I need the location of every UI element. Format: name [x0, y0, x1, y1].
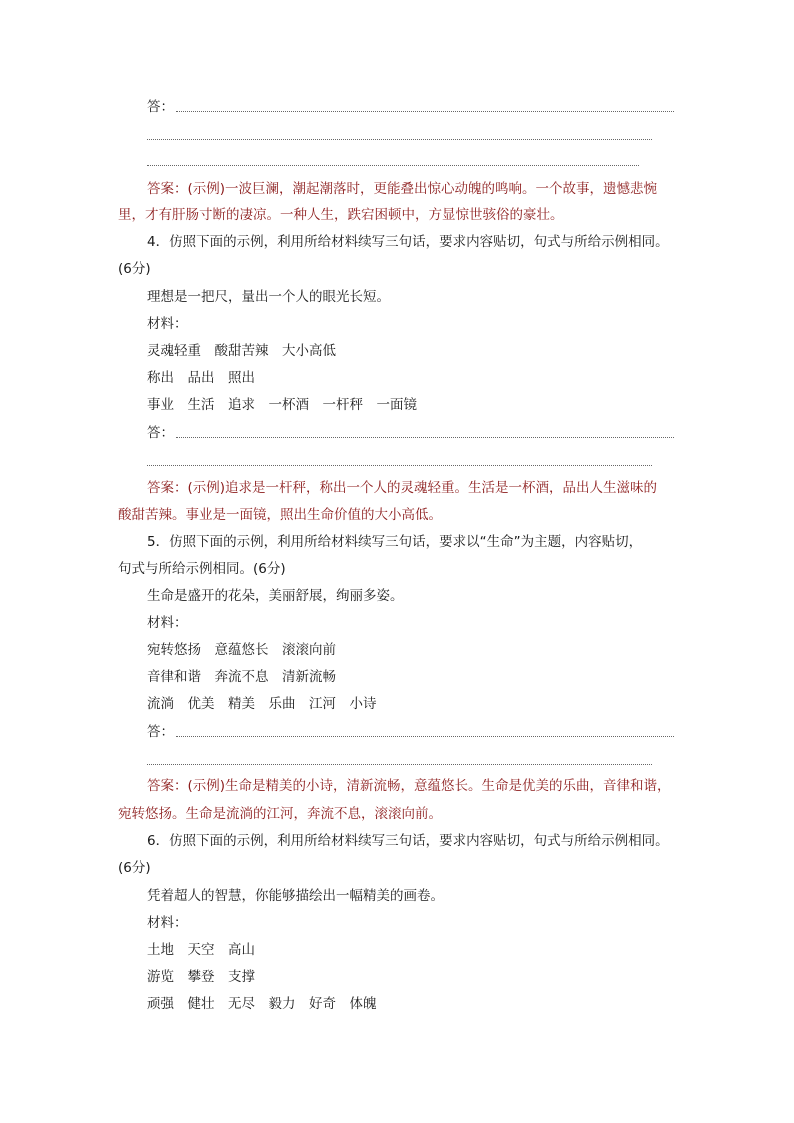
- material-line: 事业 生活 追求 一杯酒 一杆秤 一面镜: [147, 397, 417, 413]
- material-line: 游览 攀登 支撑: [147, 969, 255, 985]
- answer-rule: [176, 111, 674, 112]
- material-line: 音律和谐 奔流不息 清新流畅: [147, 669, 336, 685]
- material-label: 材料：: [147, 316, 188, 332]
- answer-text: 里，才有肝肠寸断的凄凉。一种人生，跌宕困顿中，方显惊世骇俗的豪壮。: [118, 207, 564, 223]
- question-prompt: 4．仿照下面的示例，利用所给材料续写三句话，要求内容贴切，句式与所给示例相同。: [147, 234, 669, 250]
- answer-text: 宛转悠扬。生命是流淌的江河，奔流不息，滚滚向前。: [118, 806, 442, 822]
- example-sentence: 生命是盛开的花朵，美丽舒展，绚丽多姿。: [147, 588, 404, 604]
- answer-text: 答案：(示例)生命是精美的小诗，清新流畅，意蕴悠长。生命是优美的乐曲，音律和谐，: [147, 778, 671, 794]
- material-line: 称出 品出 照出: [147, 370, 255, 386]
- material-line: 宛转悠扬 意蕴悠长 滚滚向前: [147, 642, 336, 658]
- question-prompt: 5．仿照下面的示例，利用所给材料续写三句话，要求以“生命”为主题，内容贴切，: [147, 534, 643, 550]
- answer-rule: [176, 437, 674, 438]
- answer-rule: [147, 139, 652, 140]
- example-sentence: 理想是一把尺，量出一个人的眼光长短。: [147, 289, 390, 305]
- question-prompt: 句式与所给示例相同。(6分): [118, 561, 286, 577]
- example-sentence: 凭着超人的智慧，你能够描绘出一幅精美的画卷。: [147, 888, 444, 904]
- material-label: 材料：: [147, 915, 188, 931]
- answer-rule: [147, 465, 652, 466]
- material-line: 顽强 健壮 无尽 毅力 好奇 体魄: [147, 996, 377, 1012]
- answer-text: 答案：(示例)一波巨澜，潮起潮落时，更能叠出惊心动魄的鸣响。一个故事，遗憾悲惋: [147, 181, 658, 197]
- material-label: 材料：: [147, 615, 188, 631]
- answer-rule: [147, 165, 639, 166]
- question-score: (6分): [118, 261, 151, 277]
- material-line: 土地 天空 高山: [147, 942, 255, 958]
- material-line: 灵魂轻重 酸甜苦辣 大小高低: [147, 343, 336, 359]
- material-line: 流淌 优美 精美 乐曲 江河 小诗: [147, 696, 377, 712]
- question-prompt: 6．仿照下面的示例，利用所给材料续写三句话，要求内容贴切，句式与所给示例相同。: [147, 833, 669, 849]
- question-score: (6分): [118, 860, 151, 876]
- answer-label: 答：: [147, 425, 174, 441]
- answer-label: 答：: [147, 99, 174, 115]
- answer-rule: [176, 736, 674, 737]
- answer-rule: [147, 764, 652, 765]
- answer-label: 答：: [147, 724, 174, 740]
- answer-text: 答案：(示例)追求是一杆秤，称出一个人的灵魂轻重。生活是一杯酒，品出人生滋味的: [147, 480, 658, 496]
- answer-text: 酸甜苦辣。事业是一面镜，照出生命价值的大小高低。: [118, 507, 442, 523]
